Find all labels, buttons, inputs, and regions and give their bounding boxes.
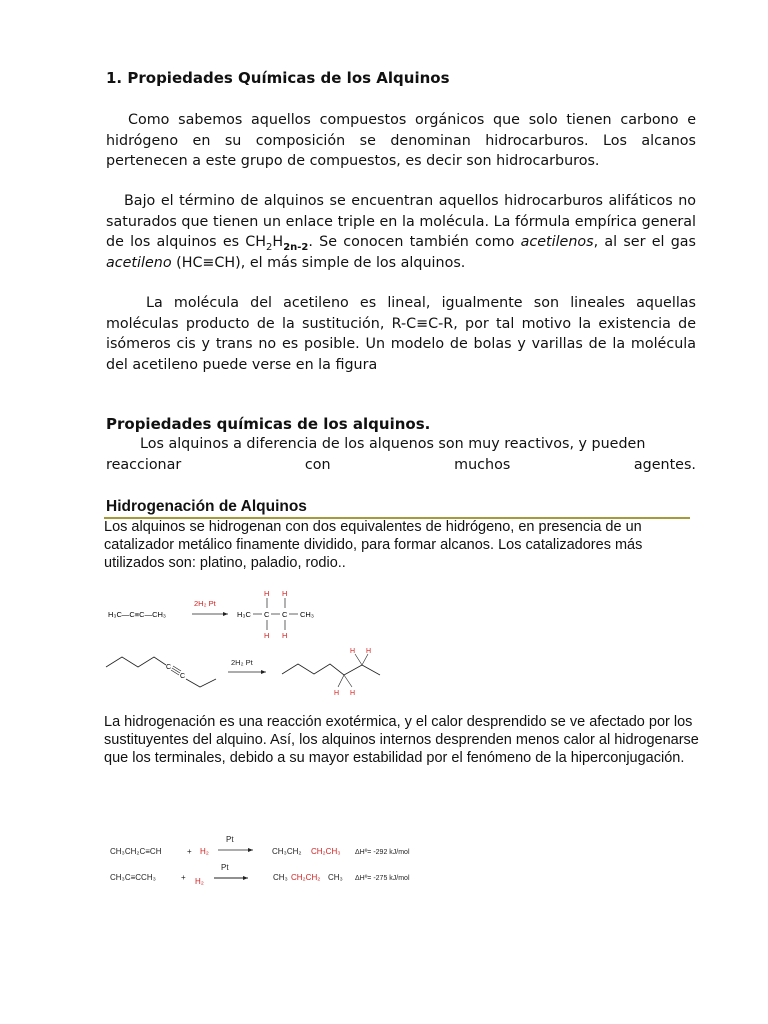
subsection-title-propiedades: Propiedades químicas de los alquinos. [106,415,431,433]
paragraph-hidrogenacion: Los alquinos se hidrogenan con dos equivalentes de hidrógeno, en presencia de un catalizador metálico finamente dividido, para formar alcanos. Los catalizadores más utilizados son: platino, paladio, rodio.. [104,519,643,571]
paragraph-hidrocarburos: Como sabemos aquellos compuestos orgánicos que solo tienen carbono e hidrógeno en su composición se denominan hidrocarburos. Los alcanos pertenecen a este grupo de compuestos, es decir son hidrocarburos. [106,112,696,169]
svg-text:C: C [264,610,270,619]
svg-text:CH₃: CH₃ [328,873,343,882]
svg-text:H: H [350,690,356,697]
svg-text:C: C [166,664,172,671]
reaction-3-product: CH₂CH₃ [311,847,341,856]
svg-text:H: H [282,589,288,598]
reaction-2-reagent: 2H₂ Pt [231,658,253,667]
reaction-3-reactant: CH₃CH₂C≡CH [110,847,162,856]
reaction-3-enthalpy: ΔHº= -292 kJ/mol [355,849,410,856]
paragraph-reactivos-last-line: reaccionar con muchos agentes. [106,457,696,473]
svg-text:CH₂CH₂: CH₂CH₂ [291,873,321,882]
paragraph-acetileno-lineal: La molécula del acetileno es lineal, igualmente son lineales aquellas moléculas producto de la sustitución, R-C≡C-R, por tal motivo la existencia de isómeros cis y trans no es posible. Un modelo de bolas y varillas de la molécula del acetileno puede verse en la figura [106,295,696,373]
svg-text:H: H [264,631,270,640]
svg-text:CH₃CH₂: CH₃CH₂ [272,847,302,856]
svg-text:H: H [264,589,270,598]
reaction-2-diagram [100,645,400,705]
paragraph-alquinos-definicion: Bajo el término de alquinos se encuentran aquellos hidrocarburos alifáticos no saturados que tienen un enlace triple en la molécula. La fórmula empírica general de los alquinos es $CH_2H_{2n-2}$. Se conocen también como acetilenos, al ser el gas acetileno (HC≡CH), el más simple de los alquinos. [106,193,696,271]
subsection-title-hidrogenacion: Hidrogenación de Alquinos [106,498,307,515]
svg-text:Pt: Pt [221,863,229,872]
reaction-1-product-left: H₃C [237,610,251,619]
svg-text:C: C [180,673,186,680]
svg-text:Pt: Pt [226,835,234,844]
paragraph-exotermica: La hidrogenación es una reacción exotérmica, y el calor desprendido se ve afectado por los sustituyentes del alquino. Así, los alquinos internos desprenden menos calor al hidrogenarse que los terminales, debido a su mayor estabilidad por el fenómeno de la hiperconjugación. [104,714,699,766]
reaction-4-reactant: CH₃C≡CCH₃ [110,873,156,882]
reaction-4-diagram [105,858,445,892]
section-number: 1. [106,69,123,87]
svg-text:H: H [282,631,288,640]
svg-text:H: H [334,690,340,697]
reaction-1-reactant: H₃C—C≡C—CH₃ [108,610,166,619]
svg-text:H₂: H₂ [195,877,204,886]
svg-text:C: C [282,610,288,619]
svg-text:+: + [187,847,192,856]
reaction-3-diagram [105,830,445,860]
reaction-1-product-right: CH₃ [300,610,314,619]
section-title: Propiedades Químicas de los Alquinos [127,69,450,87]
svg-text:CH₃: CH₃ [273,873,288,882]
paragraph-reactivos: Los alquinos a diferencia de los alquenos son muy reactivos, y pueden [140,436,646,452]
svg-text:H: H [350,648,356,655]
reaction-1-diagram [100,585,340,645]
svg-text:H₂: H₂ [200,847,209,856]
svg-text:H: H [366,648,372,655]
reaction-1-reagent: 2H₂ Pt [194,599,216,608]
svg-text:+: + [181,873,186,882]
section-heading [106,68,450,88]
reaction-4-enthalpy: ΔHº= -275 kJ/mol [355,875,410,882]
